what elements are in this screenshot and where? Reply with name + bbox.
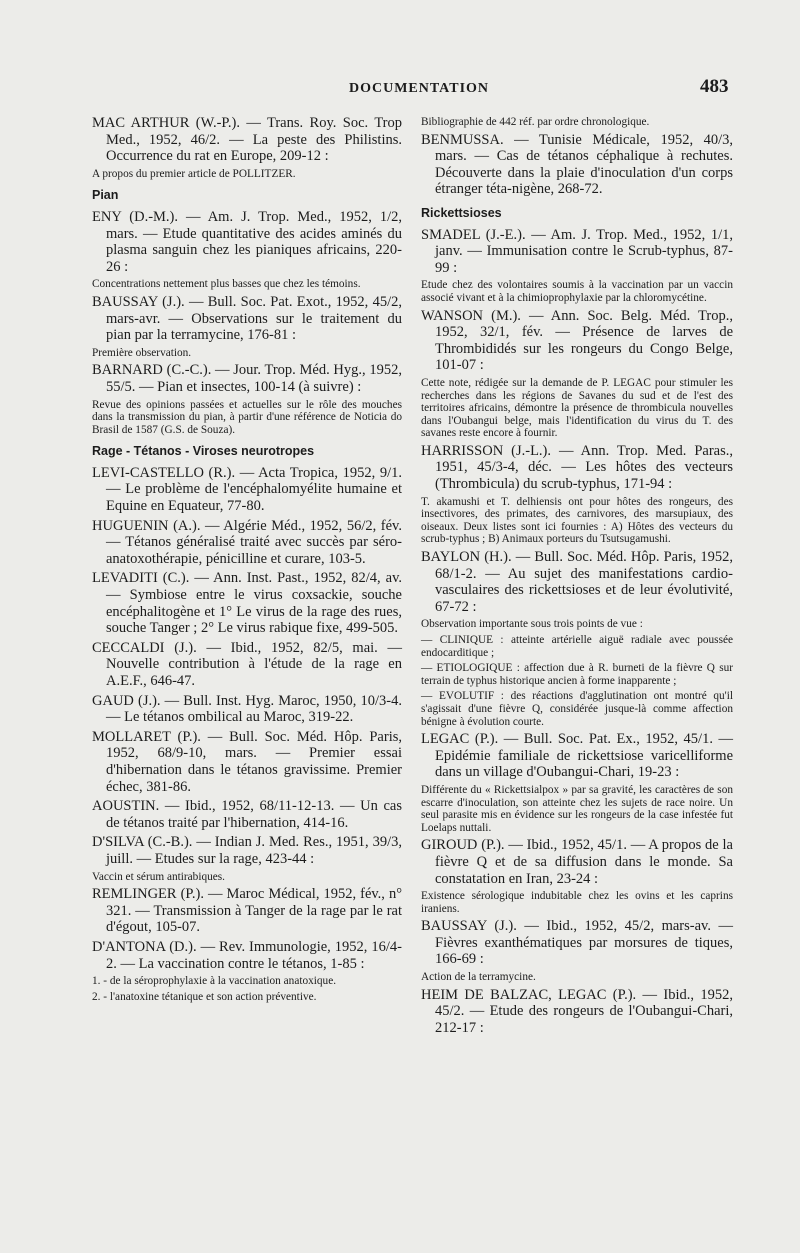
bibliography-entry: GIROUD (P.). — Ibid., 1952, 45/1. — A propos de la fièvre Q et de sa diffusion dans le monde. Sa constatation en Iran, 23-24 : xyxy=(421,837,733,887)
entry-note: Première observation. xyxy=(92,346,192,359)
entry-note: Vaccin et sérum antirabiques. xyxy=(92,870,226,883)
section-heading: Pian xyxy=(92,188,119,203)
bibliography-entry: AOUSTIN. — Ibid., 1952, 68/11-12-13. — Un cas de tétanos traité par l'hibernation, 414-16. xyxy=(92,798,402,831)
bibliography-entry: MOLLARET (P.). — Bull. Soc. Méd. Hôp. Paris, 1952, 68/9-10, mars. — Premier essai d'hibernation dans le tétanos gravissime. Premier échec, 381-86. xyxy=(92,728,402,795)
entry-note: Concentrations nettement plus basses que chez les témoins. xyxy=(92,278,361,291)
entry-note: 2. - l'anatoxine tétanique et son action préventive. xyxy=(92,990,317,1003)
bibliography-entry: BAUSSAY (J.). — Bull. Soc. Pat. Exot., 1952, 45/2, mars-avr. — Observations sur le traitement du pian par la terramycine, 176-81 : xyxy=(92,293,402,344)
entry-note: Action de la terramycine. xyxy=(421,971,536,984)
bibliography-entry: LEVI-CASTELLO (R.). — Acta Tropica, 1952, 9/1. — Le problème de l'encéphalomyélite humaine et Equine en Equateur, 77-80. xyxy=(92,464,402,515)
bibliography-entry: MAC ARTHUR (W.-P.). — Trans. Roy. Soc. Trop Med., 1952, 46/2. — La peste des Philistins. Occurrence du rat en Europe, 209-12 : xyxy=(92,115,402,165)
section-heading: Rickettsioses xyxy=(421,205,502,220)
entry-note: 1. - de la séroprophylaxie à la vaccination anatoxique. xyxy=(92,975,337,988)
bibliography-entry: BAUSSAY (J.). — Ibid., 1952, 45/2, mars-av. — Fièvres exanthématiques par morsures de tiques, 166-69 : xyxy=(421,918,733,968)
bibliography-entry: BAYLON (H.). — Bull. Soc. Méd. Hôp. Paris, 1952, 68/1-2. — Au sujet des manifestations cardio-vasculaires des rickettsioses et de leur évolutivité, 67-72 : xyxy=(421,549,733,615)
bibliography-entry: WANSON (M.). — Ann. Soc. Belg. Méd. Trop., 1952, 32/1, fév. — Présence de larves de Thrombididés sur les rongeurs du Congo Belge, 101-07 : xyxy=(421,307,733,374)
left-column xyxy=(92,115,402,1006)
bibliography-entry: LEVADITI (C.). — Ann. Inst. Past., 1952, 82/4, av. — Symbiose entre le virus coxsackie, souche encéphalitogène et 1° Le virus de la rage des rues, souche Tanger ; 2° Le virus rabique fixe, 499-505. xyxy=(92,570,402,637)
bibliography-entry: SMADEL (J.-E.). — Am. J. Trop. Med., 1952, 1/1, janv. — Immunisation contre le Scrub-typhus, 87-99 : xyxy=(421,226,733,276)
running-header: DOCUMENTATION xyxy=(349,81,490,96)
bibliography-entry: HEIM DE BALZAC, LEGAC (P.). — Ibid., 1952, 45/2. — Etude des rongeurs de l'Oubangui-Chari, 212-17 : xyxy=(421,986,733,1036)
bibliography-entry: HARRISSON (J.-L.). — Ann. Trop. Med. Paras., 1951, 45/3-4, déc. — Les hôtes des vecteurs (Thrombicula) du scrub-typhus, 171-94 : xyxy=(421,442,733,493)
bibliography-entry: HUGUENIN (A.). — Algérie Méd., 1952, 56/2, fév. — Tétanos généralisé traité avec succès par séro-anatoxothérapie, pénicilline et curare, 103-5. xyxy=(92,517,402,567)
entry-note: A propos du premier article de POLLITZER. xyxy=(92,167,296,180)
bibliography-entry: D'ANTONA (D.). — Rev. Immunologie, 1952, 16/4-2. — La vaccination contre le tétanos, 1-85 : xyxy=(92,938,402,972)
bibliography-entry: BENMUSSA. — Tunisie Médicale, 1952, 40/3, mars. — Cas de tétanos céphalique à rechutes. Découverte dans la plaie d'inoculation d'un corps étranger téta-nigène, 268-72. xyxy=(421,131,733,198)
bibliography-entry: BARNARD (C.-C.). — Jour. Trop. Méd. Hyg., 1952, 55/5. — Pian et insectes, 100-14 (à suivre) : xyxy=(92,362,402,395)
bibliography-entry: D'SILVA (C.-B.). — Indian J. Med. Res., 1951, 39/3, juill. — Etudes sur la rage, 423-44 : xyxy=(92,834,402,867)
right-column xyxy=(421,115,733,1039)
entry-note: Bibliographie de 442 réf. par ordre chronologique. xyxy=(421,116,650,128)
bibliography-entry: LEGAC (P.). — Bull. Soc. Pat. Ex., 1952, 45/1. — Epidémie familiale de rickettsiose varicelliforme dans un village d'Oubangui-Chari, 19-23 : xyxy=(421,731,733,781)
entry-note: Observation importante sous trois points de vue : xyxy=(421,618,643,631)
bibliography-entry: GAUD (J.). — Bull. Inst. Hyg. Maroc, 1950, 10/3-4. — Le tétanos ombilical au Maroc, 319-22. xyxy=(92,692,402,726)
page-number: 483 xyxy=(700,76,729,97)
section-heading: Rage - Tétanos - Viroses neurotropes xyxy=(92,444,315,459)
entry-note: Cette note, rédigée sur la demande de P. LEGAC pour stimuler les recherches dans les régions de Savanes du sud et de l'est des territoires africains, démontre la présence de thrombicula nouvelles dans l'Oubangui belge, mais l'identification du virus du T. des savanes reste encore à fournir. xyxy=(421,376,733,440)
entry-note: Etude chez des volontaires soumis à la vaccination par un vaccin associé vivant et à la chimioprophylaxie par la chloromycétine. xyxy=(421,279,733,304)
bibliography-entry: ENY (D.-M.). — Am. J. Trop. Med., 1952, 1/2, mars. — Etude quantitative des acides aminés du plasma sanguin chez les pianiques africains, 220-26 : xyxy=(92,208,402,275)
entry-note: — CLINIQUE : atteinte artérielle aiguë radiale avec poussée endocarditique ; xyxy=(421,634,733,659)
entry-note: Existence sérologique indubitable chez les ovins et les caprins iraniens. xyxy=(421,890,733,915)
entry-note: Revue des opinions passées et actuelles sur le rôle des mouches dans la transmission du pian, à partir d'une référence de Noticia do Brasil de 1587 (G.S. de Souza). xyxy=(92,398,402,436)
entry-note: T. akamushi et T. delhiensis ont pour hôtes des rongeurs, des insectivores, des primates, des carnivores, des marsupiaux, des oiseaux. Deux listes sont ici fournies : A) Hôtes des vecteurs du scrub-typhus ; B) Animaux porteurs du Tsutsugamushi. xyxy=(421,495,733,546)
bibliography-entry: CECCALDI (J.). — Ibid., 1952, 82/5, mai. — Nouvelle contribution à l'étude de la rage en A.E.F., 646-47. xyxy=(92,639,402,689)
entry-note: Différente du « Rickettsialpox » par sa gravité, les caractères de son escarre d'inoculation, son atteinte chez les sujets de race noire. Un seul parasite mis en évidence sur les rongeurs de la case infestée fut Loelaps nuttali. xyxy=(421,783,733,834)
bibliography-entry: REMLINGER (P.). — Maroc Médical, 1952, fév., n° 321. — Transmission à Tanger de la rage par le rat d'égout, 105-07. xyxy=(92,886,402,936)
entry-note: — EVOLUTIF : des réactions d'agglutination ont montré qu'il s'agissait d'une fièvre Q, considérée jusque-là comme affection bénigne à évolution courte. xyxy=(421,690,733,728)
entry-note: — ETIOLOGIQUE : affection due à R. burneti de la fièvre Q sur terrain de typhus historique ancien à forme inapparente ; xyxy=(421,662,733,687)
